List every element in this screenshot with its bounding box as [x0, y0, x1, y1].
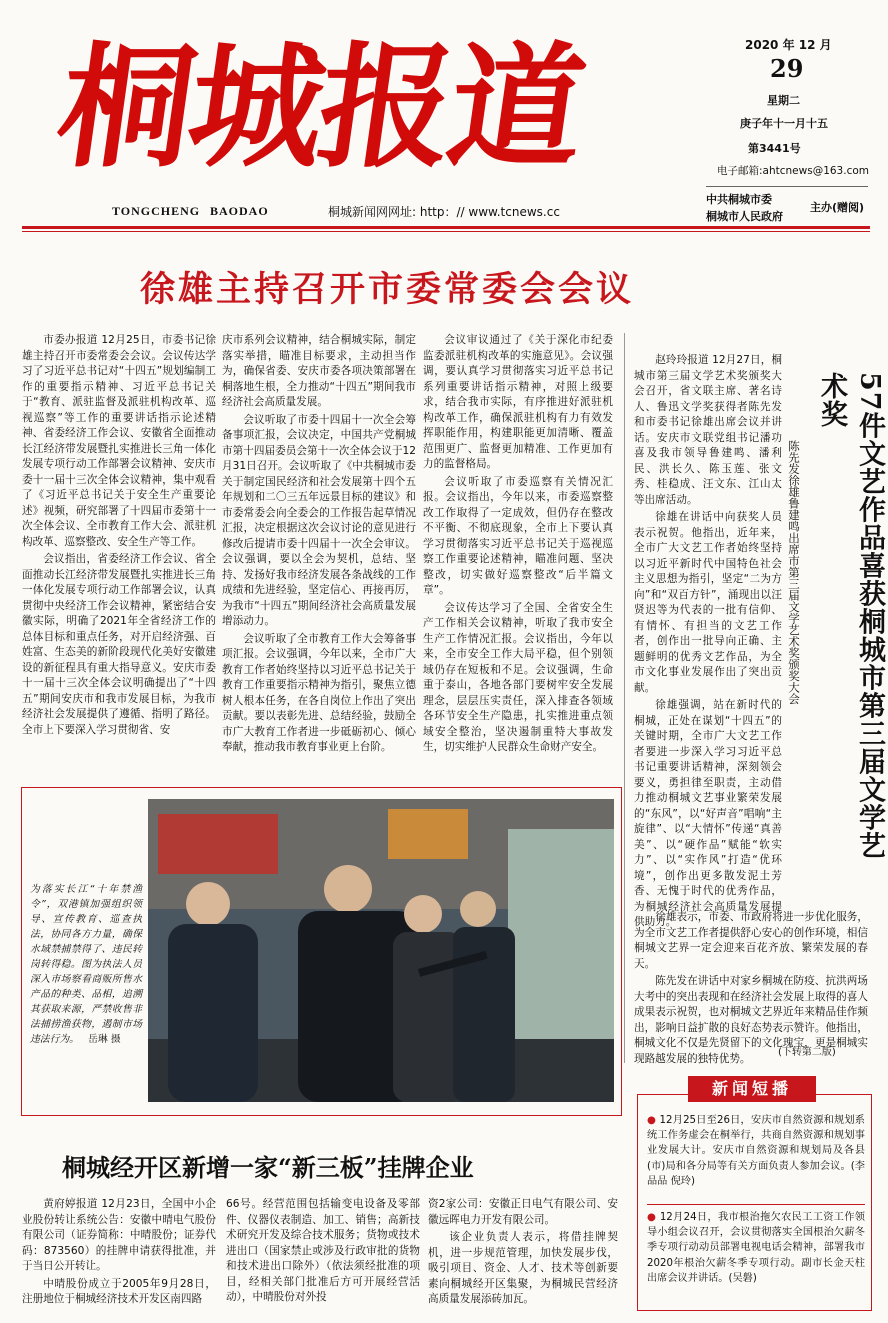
bottom-column-3: [428, 1197, 618, 1317]
lead-paragraph: 庆市系列会议精神，结合桐城实际，制定落实举措，瞄准目标要求，主动担当作为，确保省委、安庆市委各项决策部署在桐落地生根，全力推动“十四五”期间我市经济社会高质量发展。: [222, 334, 416, 408]
literary-paragraph: 徐雄在讲话中向获奖人员表示祝贺。他指出，近年来，全市广大文艺工作者始终坚持以习近平新时代中国特色社会主义思想为指引，坚定“二为方向”和“双百方针”，涌现出以汪贤迟等为代表的一批有信仰、有情怀、有担当的文艺工作者，创作出一批导向正确、主题鲜明的优秀文艺作品，为全市文化事业发展作出了突出贡献。: [634, 511, 782, 694]
lead-paragraph: 会议听取了全市教育工作大会筹备事项汇报。会议强调，今年以来，全市广大教育工作者始终坚持以习近平总书记关于教育工作重要指示精神为指引，聚焦立德树人根本任务，在各自岗位上作出了突出贡献。要以表彰先进、总结经验，鼓励全市广大教育工作者进一步砥砺初心、倾心奉献，推动我市教育事业更上台阶。: [222, 632, 416, 753]
literary-paragraph: 徐雄强调，站在新时代的桐城，正处在谋划“十四五”的关键时期，全市广大文艺工作者要进一步深入学习习近平总书记重要讲话精神，深刻领会要义，勇担律至职责，主动借力推动桐城文艺事业繁荣发展的“东风”，以“好声音”唱响“主旋律”、以“大情怀”传递“真善美”、以“硬作品”赋能“软实力”、以“实作风”打造“优环境”，创作出更多散发泥土芳香、无愧于时代的优秀作品，为桐城经济社会高质量发展提供助力。: [634, 699, 782, 928]
sponsor-suffix: 主办(赠阅): [810, 201, 865, 214]
column-divider: [624, 333, 625, 1063]
bottom-column-1: [22, 1197, 216, 1317]
masthead-rule-thin: [22, 231, 870, 232]
issue-email[interactable]: 电子邮箱:ahtcnews@163.com: [717, 165, 869, 177]
news-brief-divider: [647, 1204, 865, 1205]
sponsor-party: 中共桐城市委: [706, 193, 772, 206]
bottom-paragraph: 黄府婷报道 12月23日，全国中小企业股份转让系统公告：安徽中晴电气股份有限公司（证券简称：中晴股份；证券代码：873560）的挂牌申请获得批准，并于当日公开转让。: [22, 1198, 216, 1272]
photo-credit: 岳琳 摄: [88, 1034, 121, 1045]
lead-paragraph: 会议指出，省委经济工作会议、省全面推动长江经济带发展暨扎实推进长三角一体化发展专项行动工作部署会议，认真贯彻中央经济工作会议精神，紧密结合安徽实际，明确了2021年全省经济工作的总体目标和重点任务，对开启经济强、百姓富、生态美的新阶段现代化美好安徽建设的新征程具有重大指导意义。安庆市委十一届十三次全体会议明确提出了“十四五”期间安庆市和我市发展目标，为我市经济社会发展提供了遵循、指明了路径。全市上下要深入学习贯彻省、安: [22, 553, 216, 736]
masthead-pinyin-left: TONGCHENG: [112, 204, 201, 218]
lead-paragraph: 会议审议通过了《关于深化市纪委监委派驻机构改革的实施意见》。会议强调，要认真学习贯彻落实习近平总书记系列重要讲话指示精神，对照上级要求，结合我市实际，有序推进好派驻机构改革工作，确保派驻机构有力有效发挥职能作用，构建职能更加清晰、覆盖范围更广、监督更加精准、工作更加有力的监督格局。: [423, 334, 613, 470]
literary-column-narrow: [634, 353, 782, 928]
sponsor-block: [706, 191, 783, 225]
photo-caption-text: 为落实长江“十年禁渔令”，双港镇加强组织领导、宣传教育、巡查执法，协同各方力量，确保水域禁捕禁得了、违民转岗转得稳。图为执法人员深入市场察看商贩所售水产品的种类、品相，追溯其获取来源，严禁收售非法捕捞渔获物，遏制市场违法行为。: [30, 884, 142, 1045]
lead-column-2: [222, 333, 416, 765]
masthead-title: 桐城报道: [48, 28, 592, 186]
issue-day: 29: [770, 54, 804, 83]
masthead-pinyin-right: BAODAO: [210, 204, 269, 218]
literary-paragraph: 徐雄表示，市委、市政府将进一步优化服务，为全市文艺工作者提供舒心安心的创作环境，相信桐城文艺界一定会迎来百花齐放、繁荣发展的春天。: [634, 911, 868, 970]
sponsor-government: 桐城市人民政府: [706, 210, 783, 223]
lead-column-3: [423, 333, 613, 765]
bottom-paragraph: 中晴股份成立于2005年9月28日，注册地位于桐城经济技术开发区南四路: [22, 1277, 216, 1305]
lead-paragraph: 会议听取了市委十四届十一次全会筹备事项汇报，会议决定，中国共产党桐城市第十四届委员会第十一次全体会议于12月31日召开。会议听取了《中共桐城市委关于制定国民经济和社会发展第十四个五年规划和二〇三五年远景目标的建议》和市委常委会向全委会的工作报告起草情况汇报，决定根据这次会议讨论的意见进行修改后提请市委十四届十一次全会审议。会议强调，要以全会为契机，总结、坚持、发扬好我市经济发展各条战线的工作成绩和先进经验，坚定信心、再接再厉，为我市“十四五”期间经济社会高质量发展增添动力。: [222, 413, 416, 627]
lead-headline: 徐雄主持召开市委常委会会议: [140, 269, 635, 310]
website-address[interactable]: 桐城新闻网网址: http：// www.tcnews.cc: [328, 205, 560, 219]
lead-paragraph: 市委办报道 12月25日，市委书记徐雄主持召开市委常委会会议。会议传达学习了习近平总书记对“十四五”规划编制工作的重要指示精神、习近平总书记关于“教育、派驻监督及派驻机构改革、巡视巡察”等工作的重要讲话指示论述精神、省委经济工作会议、安徽省全面推动长江经济带发展暨扎实推进长三角一体化发展专项行动工作部署会议精神、安庆市委十一届十三次全体会议精神，集中观看了《习近平总书记关于安全生产重要论述》视频，研究部署了十四届市委第十一次全体会议、全市教育工作大会、派驻机构改革、巡察整改、安全生产等工作。: [22, 334, 216, 548]
lead-paragraph: 会议听取了市委巡察有关情况汇报。会议指出，今年以来，市委巡察整改工作取得了一定成效，但仍存在整改不平衡、不彻底现象，全市上下要认真学习贯彻落实习近平总书记关于巡视巡察工作重要论述精神，瞄准问题、坚决整改，切实做好巡察整改“后半篇文章”。: [423, 475, 613, 596]
info-divider: [706, 186, 868, 187]
photo-caption: [30, 882, 142, 1047]
lead-column-1: [22, 333, 216, 765]
bullet-icon: ●: [647, 1212, 657, 1223]
literary-paragraph: 陈先发在讲话中对家乡桐城在防疫、抗洪两场大考中的突出表现和在经济社会发展上取得的喜人成果表示祝贺，也对桐城文艺界近年来精品佳作频出，影响日益扩散的良好态势表示赞许。他指出，桐城文化不仅是先贤留下的文化瑰宝，更是桐城实现路越发展的独特优势。: [634, 975, 868, 1065]
issue-lunar-date: 庚子年十一月十五: [740, 117, 828, 130]
literary-subhead: 陈先发徐雄鲁建鸣出席市第三届文学艺术奖颁奖大会: [787, 440, 801, 705]
bottom-paragraph: 该企业负责人表示，将借挂牌契机，进一步规范管理，加快发展步伐，吸引项目、资金、人才、技术等创新要素向桐城经开区集聚，为桐城民营经济高质量发展添砖加瓦。: [428, 1231, 618, 1305]
bullet-icon: ●: [647, 1115, 657, 1126]
news-brief-title: 新闻短播: [688, 1076, 816, 1102]
masthead-rule: [22, 226, 870, 229]
issue-weekday: 星期二: [767, 94, 800, 107]
news-brief-text: 12月24日，我市根治拖欠农民工工资工作领导小组会议召开，会议贯彻落实全国根治欠薪冬季专项行动动员部署电视电话会精神，部署我市2020年根治欠薪冬季专项行动。副市长金天柱出席会议并讲话。(吴磐): [647, 1212, 865, 1284]
literary-paragraph: 赵玲玲报道 12月27日，桐城市第三届文学艺术奖颁奖大会召开，省文联主席、著名诗人、鲁迅文学奖获得者陈先发和市委书记徐雄出席会议并讲话。安庆市文联党组书记潘功喜及我市领导鲁建鸣、潘利民、洪长久、陈玉莲、张文秀、桂稳成、汪文东、江山太等出席活动。: [634, 354, 782, 506]
news-brief-item: [647, 1210, 865, 1286]
bottom-paragraph: 资2家公司：安徽正日电气有限公司、安徽远晖电力开发有限公司。: [428, 1198, 618, 1226]
photo-box: [21, 787, 622, 1116]
market-inspection-photo: [148, 799, 614, 1102]
bottom-column-2: [226, 1197, 420, 1317]
photo-illustration: [148, 799, 614, 1102]
continued-note: (下转第二版): [778, 1047, 836, 1058]
news-brief-text: 12月25日至26日，安庆市自然资源和规划系统工作务虚会在桐举行，共商自然资源和规划事业发展大计。安庆市自然资源和规划局及各县(市)局和各分局等有关方面负责人参加会议。(李品品 倪玲): [647, 1115, 865, 1187]
issue-number: 第3441号: [748, 142, 801, 155]
bottom-paragraph: 66号。经营范围包括输变电设备及零部件、仪器仪表制造、加工、销售；高新技术研究开发及综合技术服务；货物或技术进出口（国家禁止或涉及行政审批的货物和技术进出口除外）（依法须经批准的项目，经相关部门批准后方可开展经营活动），中晴股份对外投: [226, 1198, 420, 1303]
literary-headline: 57件文艺作品喜获桐城市第三届文学艺术奖: [816, 372, 885, 860]
lead-paragraph: 会议传达学习了全国、全省安全生产工作相关会议精神，听取了我市安全生产工作情况汇报。会议指出，今年以来，全市安全工作大局平稳，但个别领域仍存在短板和不足。会议强调，生命重于泰山，各地各部门要树牢安全发展理念，层层压实责任，深入排查各领域各环节安全生产隐患，扎实推进重点领域安全整治，坚决遏制重特大事故发生，切实维护人民群众生命财产安全。: [423, 601, 613, 753]
news-brief-item: [647, 1113, 865, 1189]
issue-date: 2020 年 12 月: [745, 38, 832, 52]
bottom-headline: 桐城经开区新增一家“新三板”挂牌企业: [62, 1153, 474, 1182]
